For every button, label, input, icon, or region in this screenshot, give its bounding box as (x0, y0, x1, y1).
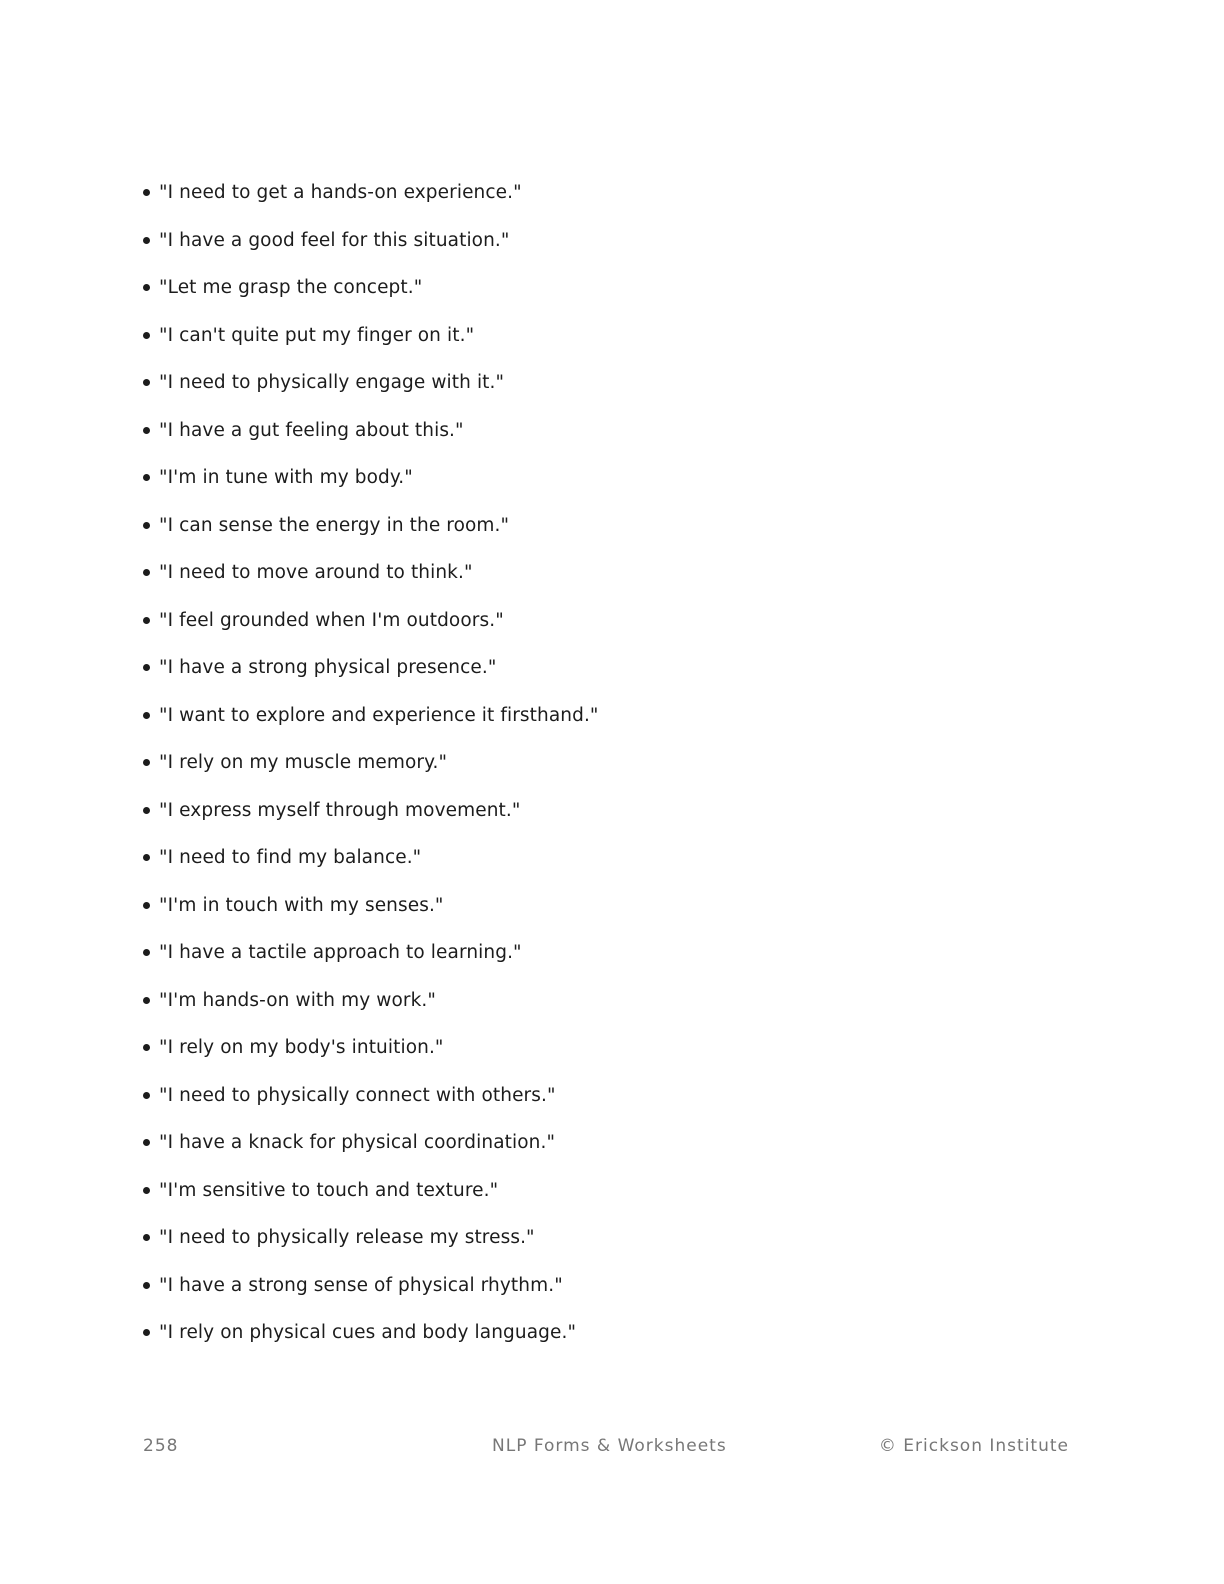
bullet-icon (143, 1234, 150, 1241)
list-item (143, 1262, 599, 1310)
list-item (143, 1072, 599, 1120)
phrase-text: "I express myself through movement." (159, 799, 521, 821)
bullet-icon (143, 284, 150, 291)
bullet-icon (143, 379, 150, 386)
phrase-text: "Let me grasp the concept." (159, 277, 423, 299)
list-item (143, 1167, 599, 1215)
phrase-text: "I need to physically release my stress." (159, 1227, 535, 1249)
bullet-icon (143, 902, 150, 909)
phrase-text: "I have a good feel for this situation." (159, 229, 510, 251)
list-item (143, 977, 599, 1025)
list-item (143, 502, 599, 550)
list-item (143, 549, 599, 597)
bullet-icon (143, 1282, 150, 1289)
bullet-icon (143, 712, 150, 719)
list-item (143, 312, 599, 360)
bullet-icon (143, 332, 150, 339)
phrase-text: "I have a gut feeling about this." (159, 419, 464, 441)
bullet-icon (143, 854, 150, 861)
list-item (143, 1214, 599, 1262)
list-item (143, 1119, 599, 1167)
phrase-text: "I have a knack for physical coordination." (159, 1132, 556, 1154)
bullet-icon (143, 237, 150, 244)
bullet-icon (143, 1139, 150, 1146)
bullet-icon (143, 1092, 150, 1099)
phrase-text: "I have a tactile approach to learning." (159, 942, 522, 964)
phrase-list (143, 169, 599, 1357)
phrase-text: "I'm hands-on with my work." (159, 989, 437, 1011)
bullet-icon (143, 759, 150, 766)
phrase-text: "I can sense the energy in the room." (159, 514, 510, 536)
list-item (143, 264, 599, 312)
phrase-text: "I'm in touch with my senses." (159, 894, 444, 916)
list-item (143, 597, 599, 645)
phrase-text: "I have a strong sense of physical rhythm." (159, 1274, 563, 1296)
list-item (143, 454, 599, 502)
copyright-notice: © Erickson Institute (878, 1436, 1069, 1456)
bullet-icon (143, 1187, 150, 1194)
list-item (143, 169, 599, 217)
phrase-text: "I need to physically engage with it." (159, 372, 505, 394)
bullet-icon (143, 522, 150, 529)
list-item (143, 787, 599, 835)
bullet-icon (143, 1044, 150, 1051)
phrase-text: "I rely on physical cues and body language." (159, 1322, 577, 1344)
bullet-icon (143, 474, 150, 481)
list-item (143, 1024, 599, 1072)
bullet-icon (143, 427, 150, 434)
phrase-text: "I need to move around to think." (159, 562, 473, 584)
bullet-icon (143, 1329, 150, 1336)
list-item (143, 407, 599, 455)
phrase-text: "I need to get a hands-on experience." (159, 182, 522, 204)
phrase-text: "I'm in tune with my body." (159, 467, 413, 489)
list-item (143, 834, 599, 882)
book-title: NLP Forms & Worksheets (492, 1436, 727, 1456)
bullet-icon (143, 189, 150, 196)
list-item (143, 882, 599, 930)
list-item (143, 692, 599, 740)
phrase-text: "I'm sensitive to touch and texture." (159, 1179, 499, 1201)
bullet-icon (143, 617, 150, 624)
page-footer (143, 1436, 1069, 1460)
bullet-icon (143, 569, 150, 576)
list-item (143, 359, 599, 407)
list-item (143, 644, 599, 692)
bullet-icon (143, 949, 150, 956)
bullet-icon (143, 997, 150, 1004)
list-item (143, 929, 599, 977)
phrase-text: "I rely on my body's intuition." (159, 1037, 444, 1059)
bullet-icon (143, 664, 150, 671)
page-number: 258 (143, 1436, 179, 1456)
phrase-text: "I need to physically connect with others." (159, 1084, 556, 1106)
phrase-text: "I can't quite put my finger on it." (159, 324, 475, 346)
bullet-icon (143, 807, 150, 814)
list-item (143, 217, 599, 265)
list-item (143, 739, 599, 787)
phrase-text: "I want to explore and experience it firsthand." (159, 704, 599, 726)
phrase-text: "I have a strong physical presence." (159, 657, 497, 679)
phrase-text: "I rely on my muscle memory." (159, 752, 448, 774)
list-item (143, 1309, 599, 1357)
phrase-text: "I feel grounded when I'm outdoors." (159, 609, 504, 631)
phrase-text: "I need to find my balance." (159, 847, 422, 869)
